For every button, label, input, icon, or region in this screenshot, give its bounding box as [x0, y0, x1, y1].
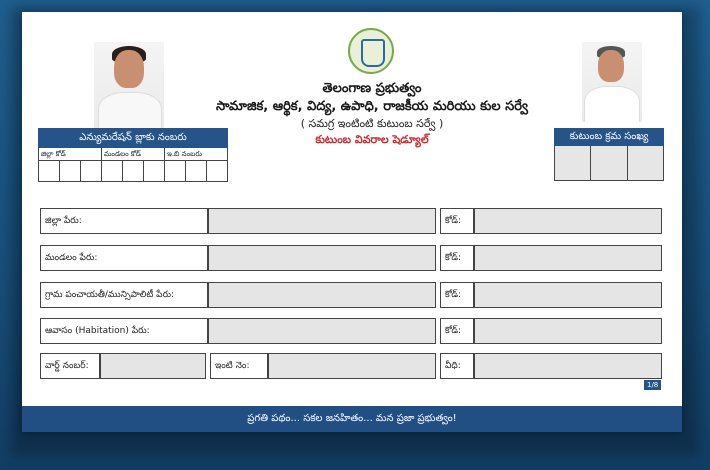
- code-digit-box[interactable]: [165, 161, 186, 182]
- survey-subtitle: ( సమగ్ర ఇంటింటి కుటుంబ సర్వే ): [300, 117, 444, 130]
- survey-title: సామాజిక, ఆర్థిక, విద్య, ఉపాధి, రాజకీయ మరియు కుల సర్వే: [216, 99, 528, 114]
- portrait-right: [582, 42, 642, 122]
- portrait-right-face: [598, 50, 624, 82]
- enumeration-code-labels: [38, 148, 228, 161]
- address-row: [40, 353, 662, 379]
- schedule-title: కుటుంబ వివరాల షెడ్యూల్: [315, 133, 429, 146]
- family-digit-box[interactable]: [628, 146, 664, 181]
- family-digit-box[interactable]: [555, 146, 591, 181]
- enumeration-code-cells: [38, 161, 228, 182]
- district-row: [40, 208, 662, 234]
- code-digit-box[interactable]: [60, 161, 81, 182]
- portrait-right-shirt: [584, 86, 640, 122]
- code-digit-box[interactable]: [39, 161, 60, 182]
- street-field[interactable]: [474, 353, 662, 379]
- form-title-block: [182, 80, 562, 148]
- mandal-name-field[interactable]: [208, 245, 436, 271]
- family-serial-block: [554, 128, 664, 181]
- eb-number-label: ఇ.బి నంబరు: [165, 148, 228, 161]
- village-name-field[interactable]: [208, 282, 436, 308]
- code-digit-box[interactable]: [207, 161, 228, 182]
- village-label: గ్రామ పంచాయతీ/మున్సిపాలిటీ పేరు:: [40, 282, 208, 308]
- district-code-label: జిల్లా కోడ్: [39, 148, 102, 161]
- district-code-label: కోడ్:: [440, 208, 474, 234]
- family-serial-cells: [554, 146, 664, 181]
- portrait-left-face: [114, 50, 144, 88]
- state-emblem-icon: [348, 28, 394, 74]
- district-name-field[interactable]: [208, 208, 436, 234]
- govt-title: తెలంగాణ ప్రభుత్వం: [322, 81, 422, 96]
- portrait-left: [94, 42, 164, 132]
- mandal-code-label: కోడ్:: [440, 245, 474, 271]
- code-digit-box[interactable]: [102, 161, 123, 182]
- house-number-label: ఇంటి నెం:: [210, 353, 268, 379]
- village-code-field[interactable]: [474, 282, 662, 308]
- ward-number-field[interactable]: [100, 353, 206, 379]
- district-label: జిల్లా పేరు:: [40, 208, 208, 234]
- enumeration-block-title: ఎన్యుమరేషన్ బ్లాకు నంబరు: [38, 128, 228, 148]
- footer-slogan: ప్రగతి పథం... సకల జనహితం... మన ప్రజా ప్రభుత్వం!: [22, 406, 682, 432]
- mandal-row: [40, 245, 662, 271]
- code-digit-box[interactable]: [186, 161, 207, 182]
- house-number-field[interactable]: [268, 353, 436, 379]
- code-digit-box[interactable]: [123, 161, 144, 182]
- enumeration-block: [38, 128, 228, 182]
- family-serial-title: కుటుంబ క్రమ సంఖ్య: [554, 128, 664, 146]
- district-code-field[interactable]: [474, 208, 662, 234]
- village-row: [40, 282, 662, 308]
- family-digit-box[interactable]: [591, 146, 627, 181]
- habitation-name-field[interactable]: [208, 318, 436, 344]
- mandal-label: మండలం పేరు:: [40, 245, 208, 271]
- habitation-label: ఆవాసం (Habitation) పేరు:: [40, 318, 208, 344]
- ward-label: వార్డ్ నంబర్:: [40, 353, 100, 379]
- mandal-code-label: మండలం కోడ్: [102, 148, 165, 161]
- page-number-badge: 1/8: [644, 380, 661, 390]
- village-code-label: కోడ్:: [440, 282, 474, 308]
- habitation-code-field[interactable]: [474, 318, 662, 344]
- habitation-row: [40, 318, 662, 344]
- code-digit-box[interactable]: [81, 161, 102, 182]
- code-digit-box[interactable]: [144, 161, 165, 182]
- street-label: వీధి:: [440, 353, 474, 379]
- portrait-left-shirt: [98, 92, 162, 132]
- mandal-code-field[interactable]: [474, 245, 662, 271]
- habitation-code-label: కోడ్:: [440, 318, 474, 344]
